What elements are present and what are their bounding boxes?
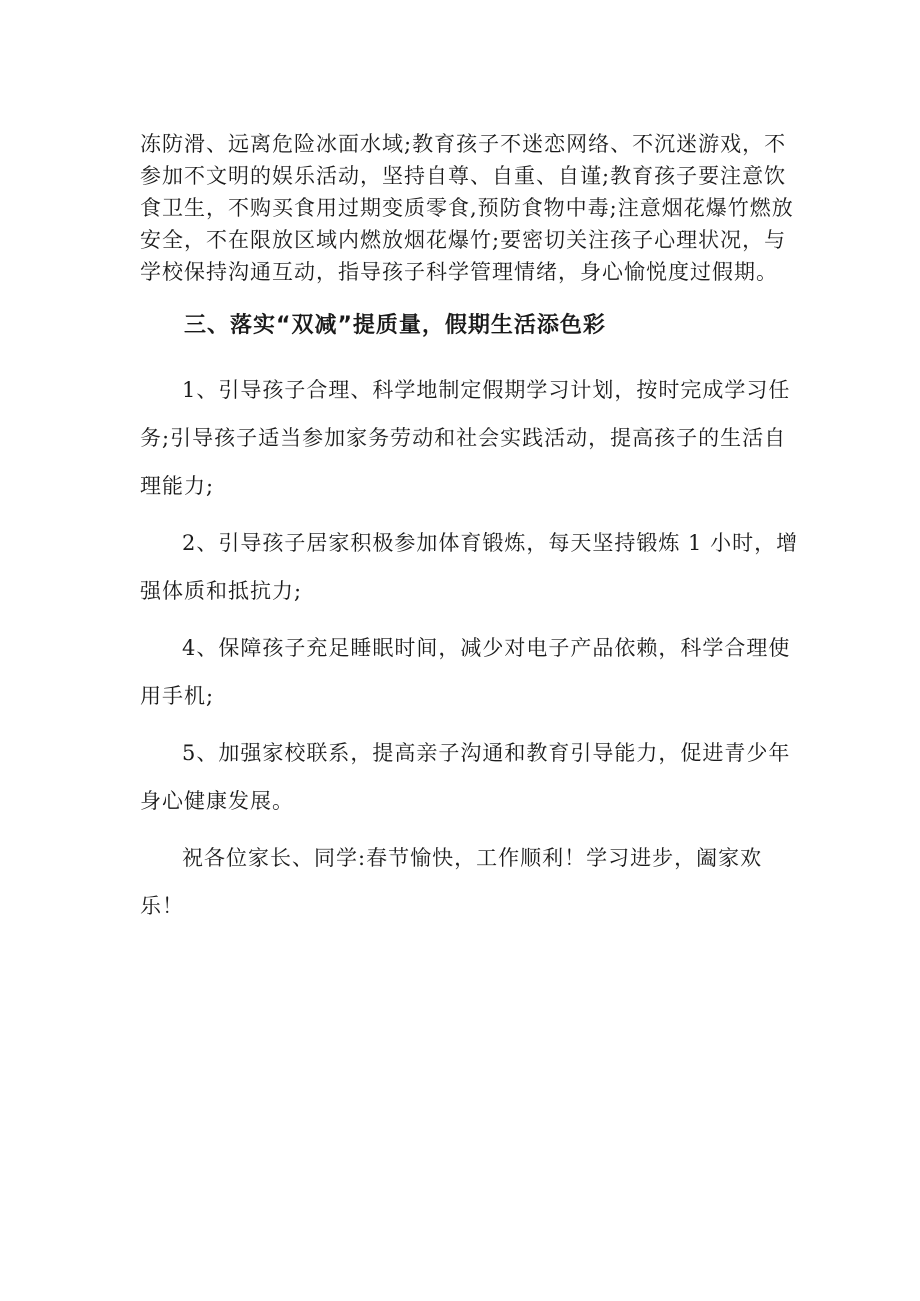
list-item-2: 2、引导孩子居家积极参加体育锻炼，每天坚持锻炼 1 小时，增强体质和抵抗力;: [140, 531, 799, 603]
intro-paragraph: 冻防滑、远离危险冰面水域;教育孩子不迷恋网络、不沉迷游戏，不参加不文明的娱乐活动，坚持自尊、自重、自谨;教育孩子要注意饮食卫生，不购买食用过期变质零食,预防食物中毒;注意烟花爆竹燃放安全，不在限放区域内燃放烟花爆竹;要密切关注孩子心理状况，与学校保持沟通互动，指导孩子科学管理情绪，身心愉悦度过假期。: [140, 132, 794, 284]
list-item-4: 4、保障孩子充足睡眠时间，减少对电子产品依赖，科学合理使用手机;: [140, 636, 791, 708]
list-item-1: 1、引导孩子合理、科学地制定假期学习计划，按时完成学习任务;引导孩子适当参加家务劳动和社会实践活动，提高孩子的生活自理能力;: [140, 378, 791, 498]
closing-greeting: 祝各位家长、同学:春节愉快，工作顺利！学习进步，阖家欢乐！: [140, 846, 763, 918]
document-page: [140, 128, 800, 930]
section-heading: 三、落实“双减”提质量，假期生活添色彩: [184, 313, 606, 338]
list-item-5: 5、加强家校联系，提高亲子沟通和教育引导能力，促进青少年身心健康发展。: [140, 741, 791, 813]
